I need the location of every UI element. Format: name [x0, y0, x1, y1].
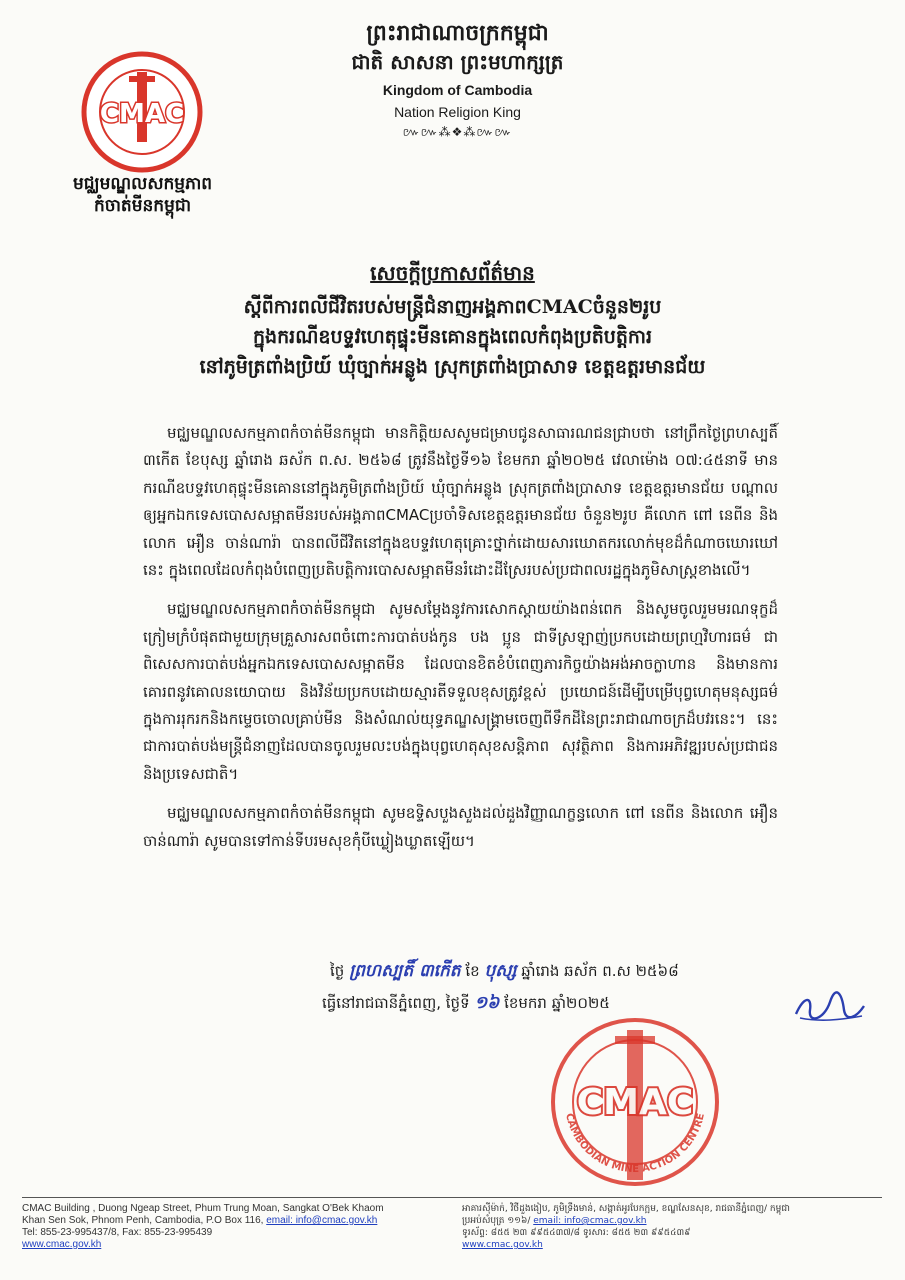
logo-text: CMAC: [99, 99, 185, 129]
org-name-line-2: កំចាត់មីនកម្ពុជា: [93, 196, 192, 216]
title-incident: ក្នុងករណីឧបទ្ទវហេតុផ្ទុះមីនគោនក្នុងពេលកំពុងប្រតិបត្តិការ: [252, 326, 653, 348]
day-prefix: ថ្ងៃ: [330, 962, 345, 980]
paragraph-2: មជ្ឈមណ្ឌលសកម្មភាពកំចាត់មីនកម្ពុជា សូមសម្តែងនូវការសោកស្តាយយ៉ាងពន់ពេក និងសូមចូលរួមមរណទុក្ខដ៏ក្រៀមក្រំបំផុតជាមួយក្រុមគ្រួសារសពចំពោះការបាត់បង់កូន បង ប្អូន ជាទីស្រឡាញ់ប្រកបដោយព្រហ្មវិហារធម៌ ជាពិសេសការបាត់បង់អ្នកឯកទេសបោសសម្អាតមីន ដែលបានខិតខំបំពេញភារកិច្ចយ៉ាងអង់អាចក្លាហាន និងមានការគោរពនូវគោលនយោបាយ និងវិន័យប្រកបដោយស្មារតីទទួលខុសត្រូវខ្ពស់ ប្រយោជន៍ដើម្បីបម្រើបុព្វហេតុមនុស្សធម៌ក្នុងការរុករកនិងកម្ទេចចោលគ្រាប់មីន និងសំណល់យុទ្ធភណ្ឌសង្គ្រាមចេញពីទឹកដីនៃព្រះរាជាណាចក្រដ៏បវរនេះ។ នេះជាការបាត់បង់មន្ត្រីជំនាញដែលបានចូលរួមលះបង់ក្នុងបុព្វហេតុសុខសន្តិភាព សុវត្ថិភាព និងការអភិវឌ្ឍរបស់ប្រជាជននិងប្រទេសជាតិ។: [143, 600, 778, 783]
handwritten-day: ១៦: [474, 993, 500, 1013]
footer-divider: [22, 1197, 882, 1198]
announcement-titles: [120, 258, 785, 382]
month-prefix: ខែ: [465, 962, 480, 980]
footer-address-en: [22, 1203, 452, 1251]
year-text: ឆ្នាំរោង ឆស័ក ព.ស ២៥៦៨: [521, 962, 679, 980]
official-stamp: [535, 1010, 735, 1195]
stamp-text: CMAC: [576, 1082, 694, 1123]
place-suffix: ខែមករា ឆ្នាំ២០២៥: [504, 994, 610, 1012]
title-press-release: សេចក្តីប្រកាសព័ត៌មាន: [370, 261, 535, 285]
org-name-line-1: មជ្ឈមណ្ឌលសកម្មភាព: [72, 174, 213, 194]
handwritten-month: បុស្ស: [484, 961, 517, 981]
footer-en-line-1: CMAC Building , Duong Ngeap Street, Phum Trung Moan, Sangkat O'Bek Khaom: [22, 1203, 384, 1214]
footer-address-kh: [462, 1203, 892, 1251]
stamp-ring-text: CAMBODIAN MINE ACTION CENTRE: [563, 1112, 707, 1176]
organization-name: [30, 173, 255, 217]
paragraph-3: មជ្ឈមណ្ឌលសកម្មភាពកំចាត់មីនកម្ពុជា សូមឧទ្ទិសបួងសួងដល់ដួងវិញ្ញាណក្ខន្ធលោក ពៅ នេពីន និងលោក អឿន ចាន់ណារ៉ា សូមបានទៅកាន់ទីបរមសុខកុំបីឃ្លៀងឃ្លាតឡើយ។: [143, 804, 778, 850]
footer-kh-line-3: ទូរស័ព្ទ: ៨៥៥ ២៣ ៩៩៥៤៣៧/៨ ទូរសារ: ៨៥៥ ២៣ ៩៩៥៤៣៩: [462, 1228, 691, 1238]
cmac-logo: [80, 50, 204, 174]
footer-email-link-kh[interactable]: email: info@cmac.gov.kh: [533, 1216, 647, 1226]
motto-kh: ជាតិ សាសនា ព្រះមហាក្សត្រ: [351, 50, 564, 74]
footer-kh-line-2: ប្រអប់សំបុត្រ ១១៦/ email: info@cmac.gov.kh: [462, 1216, 647, 1226]
footer-website-link-en[interactable]: www.cmac.gov.kh: [22, 1239, 102, 1250]
motto-en: Nation Religion King: [394, 104, 521, 120]
title-location: នៅភូមិត្រពាំងប្រិយ៍ ឃុំច្បាក់អន្លូង ស្រុកត្រពាំងប្រាសាទ ខេត្តឧត្តរមានជ័យ: [199, 356, 706, 378]
announcement-body: [143, 420, 778, 867]
handwritten-weekday: ព្រហស្បតិ៍ ៣កើត: [349, 961, 461, 981]
ornament-divider: ៚៚⁂❖⁂៚៚: [402, 125, 513, 139]
kingdom-heading: [320, 18, 595, 142]
footer-kh-line-1: អាគារស៊ីម៉ាក់, វិថីដួងងៀប, ភូមិទ្រឹងមាន់, សង្កាត់អូរបែកក្អម, ខណ្ឌសែនសុខ, រាជធានីភ្នំពេញ/ កម្ពុជា: [462, 1204, 790, 1214]
footer-website-link-kh[interactable]: www.cmac.gov.kh: [462, 1240, 543, 1250]
footer-email-link-en[interactable]: email: info@cmac.gov.kh: [266, 1215, 378, 1226]
footer-en-line-3: Tel: 855-23-995437/8, Fax: 855-23-995439: [22, 1227, 213, 1238]
kingdom-kh: ព្រះរាជាណាចក្រកម្ពុជា: [366, 20, 549, 46]
footer-en-line-2: Khan Sen Sok, Phnom Penh, Cambodia, P.O Box 116, email: info@cmac.gov.kh: [22, 1215, 378, 1226]
lunar-date-line: [330, 958, 810, 984]
kingdom-en: Kingdom of Cambodia: [382, 82, 533, 98]
title-subject: ស្តីពីការពលីជីវិតរបស់មន្ត្រីជំនាញអង្គភាពCMACចំនួន២រូប: [243, 296, 662, 318]
paragraph-1: មជ្ឈមណ្ឌលសកម្មភាពកំចាត់មីនកម្ពុជា មានកិត្តិយសសូមជម្រាបជូនសាធារណជនជ្រាបថា នៅព្រឹកថ្ងៃព្រហស្បតិ៍ ៣កើត ខែបុស្ស ឆ្នាំរោង ឆស័ក ព.ស. ២៥៦៨ ត្រូវនឹងថ្ងៃទី១៦ ខែមករា ឆ្នាំ២០២៥ វេលាម៉ោង ០៧:៤៥នាទី មានករណីឧបទ្ទវហេតុផ្ទុះមីនគោននៅក្នុងភូមិត្រពាំងប្រិយ៍ ឃុំច្បាក់អន្លូង ស្រុកត្រពាំងប្រាសាទ ខេត្តឧត្តរមានជ័យ បណ្តាលឲ្យអ្នកឯកទេសបោសសម្អាតមីនរបស់អង្គភាពCMACប្រចាំទិសខេត្តឧត្តរមានជ័យ ចំនួន២រូប គឺលោក ពៅ នេពីន និងលោក អឿន ចាន់ណារ៉ា បានពលីជីវិតនៅក្នុងឧបទ្ទវហេតុគ្រោះថ្នាក់ដោយសារឃោតករលោក់មុខដ៏កំណាចឃោរឃៅនេះ ក្នុងពេលដែលកំពុងបំពេញប្រតិបត្តិការបោសសម្អាតមីនរំដោះដីស្រែរបស់ប្រជាពលរដ្ឋក្នុងភូមិសាស្ត្រខាងលើ។: [143, 424, 778, 580]
place-prefix: ធ្វើនៅរាជធានីភ្នំពេញ, ថ្ងៃទី: [322, 994, 470, 1012]
signature: [790, 988, 870, 1028]
